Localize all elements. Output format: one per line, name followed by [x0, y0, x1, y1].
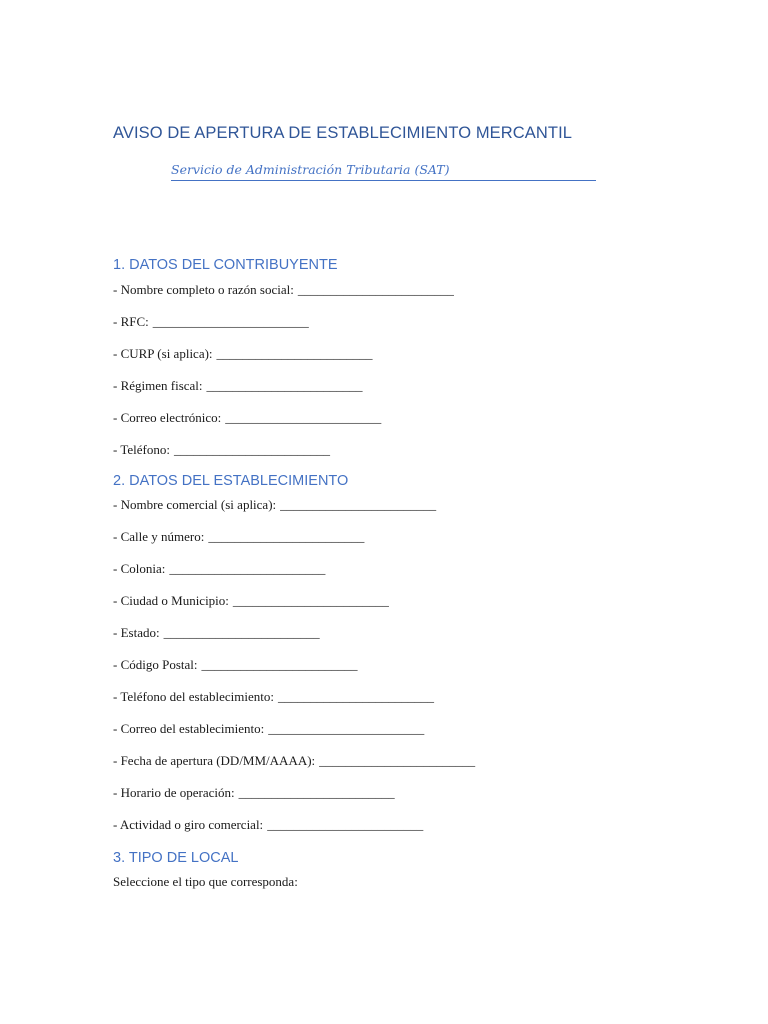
field-nombre-razon-social — [113, 282, 454, 298]
field-curp — [113, 346, 373, 362]
field-label: - Colonia: — [113, 561, 166, 576]
field-blank: ________________________ — [297, 282, 454, 297]
field-estado — [113, 625, 320, 641]
field-blank: ________________________ — [268, 721, 425, 736]
field-codigo-postal — [113, 657, 358, 673]
field-actividad-giro — [113, 817, 423, 833]
field-ciudad-municipio — [113, 593, 389, 609]
field-blank: ________________________ — [163, 625, 320, 640]
field-blank: ________________________ — [277, 689, 434, 704]
field-correo-electronico — [113, 410, 381, 426]
field-blank: ________________________ — [173, 442, 330, 457]
field-blank: ________________________ — [232, 593, 389, 608]
section-heading-establecimiento: 2. DATOS DEL ESTABLECIMIENTO — [113, 473, 349, 489]
field-label: - Correo electrónico: — [113, 410, 222, 425]
field-fecha-apertura — [113, 753, 475, 769]
field-blank: ________________________ — [169, 561, 326, 576]
field-label: - Fecha de apertura (DD/MM/AAAA): — [113, 753, 316, 768]
section-heading-tipo-local: 3. TIPO DE LOCAL — [113, 850, 239, 866]
field-label: - Nombre comercial (si aplica): — [113, 497, 277, 512]
document-title: AVISO DE APERTURA DE ESTABLECIMIENTO MERCANTIL — [113, 124, 573, 142]
field-telefono — [113, 442, 330, 458]
field-label: - Teléfono: — [113, 442, 170, 457]
field-blank: ________________________ — [267, 817, 424, 832]
field-label: - Calle y número: — [113, 529, 205, 544]
field-calle-numero — [113, 529, 364, 545]
document-subtitle: Servicio de Administración Tributaria (SAT) — [171, 162, 596, 181]
field-blank: ________________________ — [152, 314, 309, 329]
field-blank: ________________________ — [206, 378, 363, 393]
field-label: - Teléfono del establecimiento: — [113, 689, 274, 704]
field-label: - RFC: — [113, 314, 149, 329]
field-blank: ________________________ — [201, 657, 358, 672]
field-label: - Nombre completo o razón social: — [113, 282, 294, 297]
field-label: - Régimen fiscal: — [113, 378, 203, 393]
field-blank: ________________________ — [216, 346, 373, 361]
field-nombre-comercial — [113, 497, 436, 513]
field-colonia — [113, 561, 325, 577]
field-label: - Actividad o giro comercial: — [113, 817, 264, 832]
field-blank: ________________________ — [280, 497, 437, 512]
field-label: - Horario de operación: — [113, 785, 235, 800]
section-intro-tipo-local: Seleccione el tipo que corresponda: — [113, 874, 298, 889]
field-blank: ________________________ — [319, 753, 476, 768]
field-label: - Correo del establecimiento: — [113, 721, 265, 736]
field-label: - Código Postal: — [113, 657, 198, 672]
field-label: - CURP (si aplica): — [113, 346, 213, 361]
field-horario-operacion — [113, 785, 395, 801]
field-telefono-establecimiento — [113, 689, 434, 705]
field-blank: ________________________ — [238, 785, 395, 800]
field-blank: ________________________ — [208, 529, 365, 544]
field-correo-establecimiento — [113, 721, 424, 737]
field-label: - Ciudad o Municipio: — [113, 593, 229, 608]
field-blank: ________________________ — [225, 410, 382, 425]
field-label: - Estado: — [113, 625, 160, 640]
field-rfc — [113, 314, 309, 330]
section-heading-contribuyente: 1. DATOS DEL CONTRIBUYENTE — [113, 257, 338, 273]
field-regimen-fiscal — [113, 378, 363, 394]
